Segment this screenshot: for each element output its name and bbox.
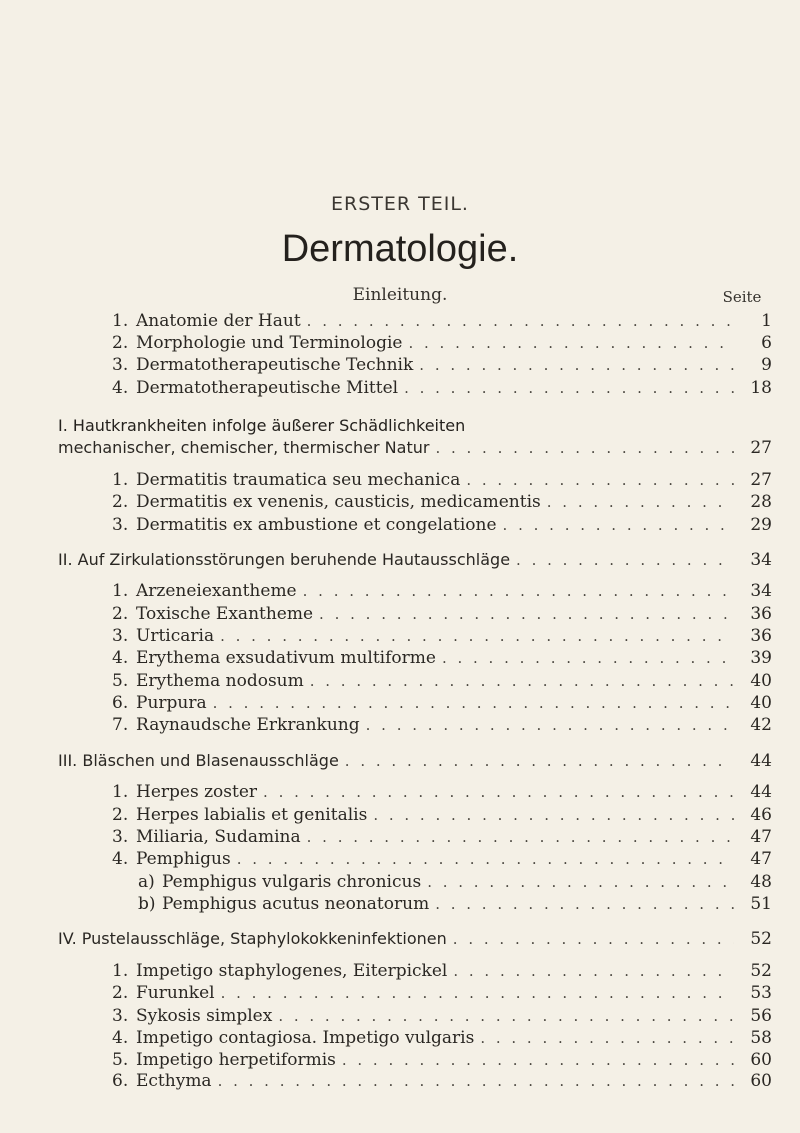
toc-subentry: [138, 892, 772, 916]
toc-entry: [112, 825, 772, 849]
entry-page: 53: [750, 983, 772, 1004]
dot-leader: [366, 713, 734, 737]
toc-entry: [112, 468, 772, 492]
dot-leader: [218, 1069, 734, 1093]
page-column-header: Seite: [722, 288, 762, 307]
section-heading: [58, 548, 772, 572]
entry-title: Ecthyma: [136, 1070, 212, 1091]
toc-entry: [112, 847, 772, 871]
dot-leader: [303, 579, 734, 603]
toc-entry: [112, 309, 772, 333]
toc-entry: [112, 331, 772, 355]
section-number: IV.: [58, 929, 77, 949]
entry-page: 28: [750, 492, 772, 513]
entry-title: Impetigo contagiosa. Impetigo vulgaris: [136, 1027, 475, 1048]
toc-entry: [112, 579, 772, 603]
dot-leader: [319, 602, 734, 626]
entry-number: 3.: [112, 826, 129, 847]
dot-leader: [516, 548, 734, 572]
section-heading-continued: [58, 436, 772, 460]
entry-title: Herpes labialis et genitalis: [136, 804, 368, 825]
dot-leader: [547, 490, 734, 514]
entry-page: 27: [750, 469, 772, 490]
entry-number: 6.: [112, 693, 129, 714]
entry-number: 7.: [112, 715, 129, 736]
entry-page: 51: [750, 893, 772, 914]
entry-title: Dermatotherapeutische Technik: [136, 355, 414, 376]
entry-page: 58: [750, 1027, 772, 1048]
dot-leader: [237, 847, 734, 871]
section-heading: [58, 414, 465, 438]
toc-entry: [112, 602, 772, 626]
entry-page: 47: [750, 826, 772, 847]
entry-title: Impetigo staphylogenes, Eiterpickel: [136, 960, 448, 981]
dot-leader: [419, 353, 734, 377]
section-page: 52: [750, 929, 772, 950]
entry-number: 2.: [112, 804, 129, 825]
toc-entry: [112, 624, 772, 648]
entry-page: 44: [750, 782, 772, 803]
section-number: II.: [58, 549, 73, 569]
entry-number: 4.: [112, 377, 129, 398]
entry-page: 40: [750, 693, 772, 714]
dot-leader: [480, 1026, 734, 1050]
entry-number: 3.: [112, 355, 129, 376]
toc-entry: [112, 1069, 772, 1093]
dot-leader: [307, 309, 734, 333]
entry-number: 1.: [112, 310, 129, 331]
toc-entry: [112, 713, 772, 737]
entry-number: 1.: [112, 581, 129, 602]
entry-title: Impetigo herpetiformis: [136, 1050, 336, 1071]
toc-entry: [112, 1026, 772, 1050]
dot-leader: [345, 749, 734, 773]
dot-leader: [220, 624, 734, 648]
dot-leader: [466, 468, 734, 492]
entry-number: 4.: [112, 849, 129, 870]
entry-title: Morphologie und Terminologie: [136, 333, 403, 354]
section-page: 34: [750, 549, 772, 570]
entry-page: 39: [750, 648, 772, 669]
toc-entry: [112, 513, 772, 537]
toc-entry: [112, 646, 772, 670]
entry-title: Erythema exsudativum multiforme: [136, 648, 436, 669]
toc-entry: [112, 803, 772, 827]
toc-entry: [112, 780, 772, 804]
section-title: Auf Zirkulationsstörungen beruhende Hautausschläge: [77, 549, 511, 569]
dot-leader: [503, 513, 734, 537]
entry-number: b): [138, 893, 156, 914]
dot-leader: [221, 981, 734, 1005]
entry-title: Pemphigus vulgaris chronicus: [162, 871, 422, 892]
entry-number: 4.: [112, 1027, 129, 1048]
entry-number: 3.: [112, 1005, 129, 1026]
entry-number: 5.: [112, 1050, 129, 1071]
entry-page: 56: [750, 1005, 772, 1026]
section-title-line2: mechanischer, chemischer, thermischer Natur: [58, 438, 430, 458]
section-page: 44: [750, 750, 772, 771]
entry-number: 1.: [112, 782, 129, 803]
entry-number: 2.: [112, 333, 129, 354]
section-heading: [58, 749, 772, 773]
entry-number: a): [138, 871, 155, 892]
entry-page: 48: [750, 871, 772, 892]
entry-page: 47: [750, 849, 772, 870]
entry-page: 52: [750, 960, 772, 981]
entry-title: Miliaria, Sudamina: [136, 826, 301, 847]
entry-title: Furunkel: [136, 983, 215, 1004]
entry-title: Toxische Exantheme: [136, 603, 314, 624]
entry-page: 60: [750, 1070, 772, 1091]
section-number: III.: [58, 750, 78, 770]
part-title: ERSTER TEIL.: [331, 193, 469, 215]
section-title: Bläschen und Blasenausschläge: [82, 750, 339, 770]
entry-title: Herpes zoster: [136, 782, 258, 803]
entry-title: Purpura: [136, 693, 207, 714]
entry-title: Raynaudsche Erkrankung: [136, 715, 360, 736]
section-page: 27: [750, 438, 772, 459]
dot-leader: [453, 959, 734, 983]
dot-leader: [435, 892, 734, 916]
dot-leader: [427, 870, 734, 894]
toc-subentry: [138, 870, 772, 894]
dot-leader: [435, 436, 734, 460]
entry-title: Sykosis simplex: [136, 1005, 273, 1026]
section-title-line1: Hautkrankheiten infolge äußerer Schädlichkeiten: [72, 415, 466, 435]
entry-page: 29: [750, 514, 772, 535]
entry-title: Anatomie der Haut: [136, 310, 301, 331]
entry-page: 42: [750, 715, 772, 736]
dot-leader: [263, 780, 734, 804]
toc-entry: [112, 490, 772, 514]
toc-entry: [112, 959, 772, 983]
toc-entry: [112, 981, 772, 1005]
dot-leader: [373, 803, 734, 827]
section-number: I.: [58, 415, 68, 435]
entry-title: Arzeneiexantheme: [136, 581, 297, 602]
entry-title: Dermatitis ex venenis, causticis, medicamentis: [136, 492, 541, 513]
entry-number: 1.: [112, 469, 129, 490]
section-heading: [58, 927, 772, 951]
main-title: Dermatologie.: [281, 228, 519, 270]
entry-title: Dermatitis traumatica seu mechanica: [136, 469, 461, 490]
dot-leader: [408, 331, 734, 355]
dot-leader: [278, 1004, 734, 1028]
intro-title: Einleitung.: [352, 284, 448, 305]
entry-page: 34: [750, 581, 772, 602]
toc-entry: [112, 691, 772, 715]
entry-page: 18: [750, 377, 772, 398]
entry-number: 2.: [112, 983, 129, 1004]
entry-number: 3.: [112, 514, 129, 535]
entry-title: Dermatitis ex ambustione et congelatione: [136, 514, 497, 535]
toc-entry: [112, 1004, 772, 1028]
entry-page: 6: [761, 333, 772, 354]
dot-leader: [404, 376, 734, 400]
entry-page: 36: [750, 626, 772, 647]
entry-page: 1: [761, 310, 772, 331]
toc-entry: [112, 669, 772, 693]
entry-number: 4.: [112, 648, 129, 669]
entry-page: 46: [750, 804, 772, 825]
dot-leader: [442, 646, 734, 670]
entry-title: Erythema nodosum: [136, 670, 304, 691]
entry-page: 40: [750, 670, 772, 691]
entry-title: Pemphigus: [136, 849, 231, 870]
entry-number: 5.: [112, 670, 129, 691]
entry-number: 2.: [112, 492, 129, 513]
dot-leader: [307, 825, 734, 849]
entry-page: 9: [761, 355, 772, 376]
toc-entry: [112, 376, 772, 400]
entry-title: Pemphigus acutus neonatorum: [162, 893, 430, 914]
entry-number: 3.: [112, 626, 129, 647]
entry-title: Dermatotherapeutische Mittel: [136, 377, 399, 398]
dot-leader: [453, 927, 734, 951]
entry-number: 2.: [112, 603, 129, 624]
section-title: Pustelausschläge, Staphylokokkeninfektionen: [81, 929, 447, 949]
entry-number: 6.: [112, 1070, 129, 1091]
entry-number: 1.: [112, 960, 129, 981]
entry-title: Urticaria: [136, 626, 215, 647]
toc-entry: [112, 353, 772, 377]
dot-leader: [310, 669, 734, 693]
entry-page: 36: [750, 603, 772, 624]
entry-page: 60: [750, 1050, 772, 1071]
dot-leader: [213, 691, 734, 715]
